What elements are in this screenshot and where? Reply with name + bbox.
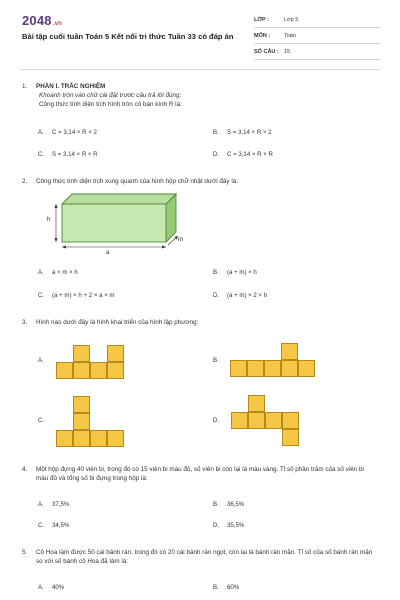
option-text: (a + m) × h + 2 × a × m	[52, 292, 115, 299]
question-number: 4.	[22, 466, 28, 473]
option-a[interactable]	[38, 357, 52, 364]
option-a[interactable]	[38, 584, 64, 591]
question-number: 2.	[22, 178, 28, 185]
option-b[interactable]	[213, 584, 239, 591]
meta-key: LỚP :	[254, 17, 269, 23]
option-text: a × m × h	[52, 269, 78, 276]
net-square	[73, 345, 90, 362]
option-text: C = 3,14 × R × 2	[52, 129, 97, 136]
net-square	[107, 345, 124, 362]
net-square	[248, 412, 265, 429]
option-text: C = 3,14 × R × R	[227, 151, 273, 158]
option-letter: B.	[213, 501, 219, 508]
question-text: Cô Hoa làm được 50 cái bánh rán, trong đó có 20 cái bánh rán ngọt, còn lại là bánh rán mặn. Tỉ số của số bánh rán mặn so với số bánh cô Hoa đã làm là:	[36, 549, 373, 565]
rectangular-box-figure	[40, 190, 200, 262]
option-text: 36,5%	[227, 501, 245, 508]
option-text: S = 3,14 × R × R	[52, 151, 98, 158]
meta-key: MÔN :	[254, 33, 271, 39]
option-a[interactable]	[38, 129, 97, 136]
option-letter: C.	[38, 522, 45, 529]
net-square	[56, 362, 73, 379]
option-letter: A.	[38, 129, 44, 136]
net-square	[298, 360, 315, 377]
option-letter: A.	[38, 269, 44, 276]
option-letter: C.	[38, 417, 45, 424]
option-b[interactable]	[213, 269, 257, 276]
label-m: m	[178, 236, 184, 243]
option-b[interactable]	[213, 501, 244, 508]
option-d[interactable]	[213, 151, 273, 158]
net-square	[247, 360, 264, 377]
option-text: 37,5%	[52, 501, 70, 508]
instruction-text: Khoanh tròn vào chữ cái đặt trước câu trả lời đúng:	[39, 92, 182, 99]
logo-text: 2048	[22, 13, 52, 28]
net-square	[281, 360, 298, 377]
net-square	[282, 429, 299, 446]
question-number: 3.	[22, 319, 28, 326]
net-square	[230, 360, 247, 377]
net-square	[73, 413, 90, 430]
net-square	[90, 430, 107, 447]
question-text: Hình nào dưới đây là hình khai triển của hình lập phương:	[36, 319, 199, 326]
option-letter: D.	[213, 417, 220, 424]
label-h: h	[47, 216, 51, 223]
section-title: PHẦN I. TRẮC NGHIỆM	[36, 83, 106, 90]
option-c[interactable]	[38, 292, 115, 299]
option-letter: C.	[38, 292, 45, 299]
option-letter: A.	[38, 357, 44, 364]
meta-value: 15	[284, 49, 291, 55]
option-c[interactable]	[38, 417, 52, 424]
question-number: 1.	[22, 83, 28, 90]
option-letter: C.	[38, 151, 45, 158]
question-number: 5.	[22, 549, 28, 556]
net-square	[90, 362, 107, 379]
option-b[interactable]	[213, 129, 272, 136]
option-text: (a + m) × h	[227, 269, 257, 276]
meta-value: Lớp 5	[284, 17, 299, 23]
option-b[interactable]	[213, 357, 227, 364]
meta-subject	[254, 30, 380, 44]
option-letter: B.	[213, 269, 219, 276]
net-square	[281, 343, 298, 360]
option-letter: B.	[213, 129, 219, 136]
net-square	[231, 412, 248, 429]
header-divider	[20, 69, 380, 70]
meta-count	[254, 46, 380, 60]
option-c[interactable]	[38, 522, 69, 529]
label-a: a	[106, 249, 110, 256]
meta-value: Toán	[284, 33, 296, 39]
option-a[interactable]	[38, 501, 69, 508]
option-text: 40%	[52, 584, 65, 591]
option-text: 35,5%	[227, 522, 245, 529]
option-text: 34,5%	[52, 522, 70, 529]
document-header	[0, 0, 400, 66]
option-text: 60%	[227, 584, 240, 591]
meta-class	[254, 14, 380, 28]
net-square	[248, 395, 265, 412]
option-a[interactable]	[38, 269, 78, 276]
question-text: Một hộp đựng 40 viên bi, trong đó có 15 viên bi màu đỏ, số viên bi còn lại là màu vàng. Tỉ số phần trăm của số viên bi màu đỏ và tổng số bi đựng trong hộp là:	[36, 466, 364, 482]
net-square	[73, 362, 90, 379]
question-text: Công thức tính diện tích xung quanh của hình hộp chữ nhật dưới đây là:	[36, 178, 238, 185]
option-d[interactable]	[213, 417, 227, 424]
net-square	[73, 396, 90, 413]
net-square	[107, 430, 124, 447]
option-c[interactable]	[38, 151, 98, 158]
net-square	[56, 430, 73, 447]
option-letter: A.	[38, 584, 44, 591]
option-letter: B.	[213, 357, 219, 364]
option-letter: D.	[213, 522, 220, 529]
question-text: Công thức tính diện tích hình tròn có bán kính R là:	[39, 101, 182, 108]
net-square	[282, 412, 299, 429]
net-square	[265, 412, 282, 429]
option-letter: B.	[213, 584, 219, 591]
site-logo[interactable]	[22, 13, 62, 28]
logo-suffix: .vn	[52, 21, 63, 27]
option-d[interactable]	[213, 522, 244, 529]
option-d[interactable]	[213, 292, 267, 299]
option-text: S = 3,14 × R × 2	[227, 129, 272, 136]
option-letter: A.	[38, 501, 44, 508]
net-square	[264, 360, 281, 377]
option-text: (a + m) × 2 × h	[227, 292, 268, 299]
document-title: Bài tập cuối tuần Toán 5 Kết nối tri thức Tuần 33 có đáp án	[22, 32, 234, 41]
net-square	[107, 362, 124, 379]
meta-key: SỐ CÂU :	[254, 49, 279, 55]
option-letter: D.	[213, 292, 220, 299]
net-square	[73, 430, 90, 447]
option-letter: D.	[213, 151, 220, 158]
